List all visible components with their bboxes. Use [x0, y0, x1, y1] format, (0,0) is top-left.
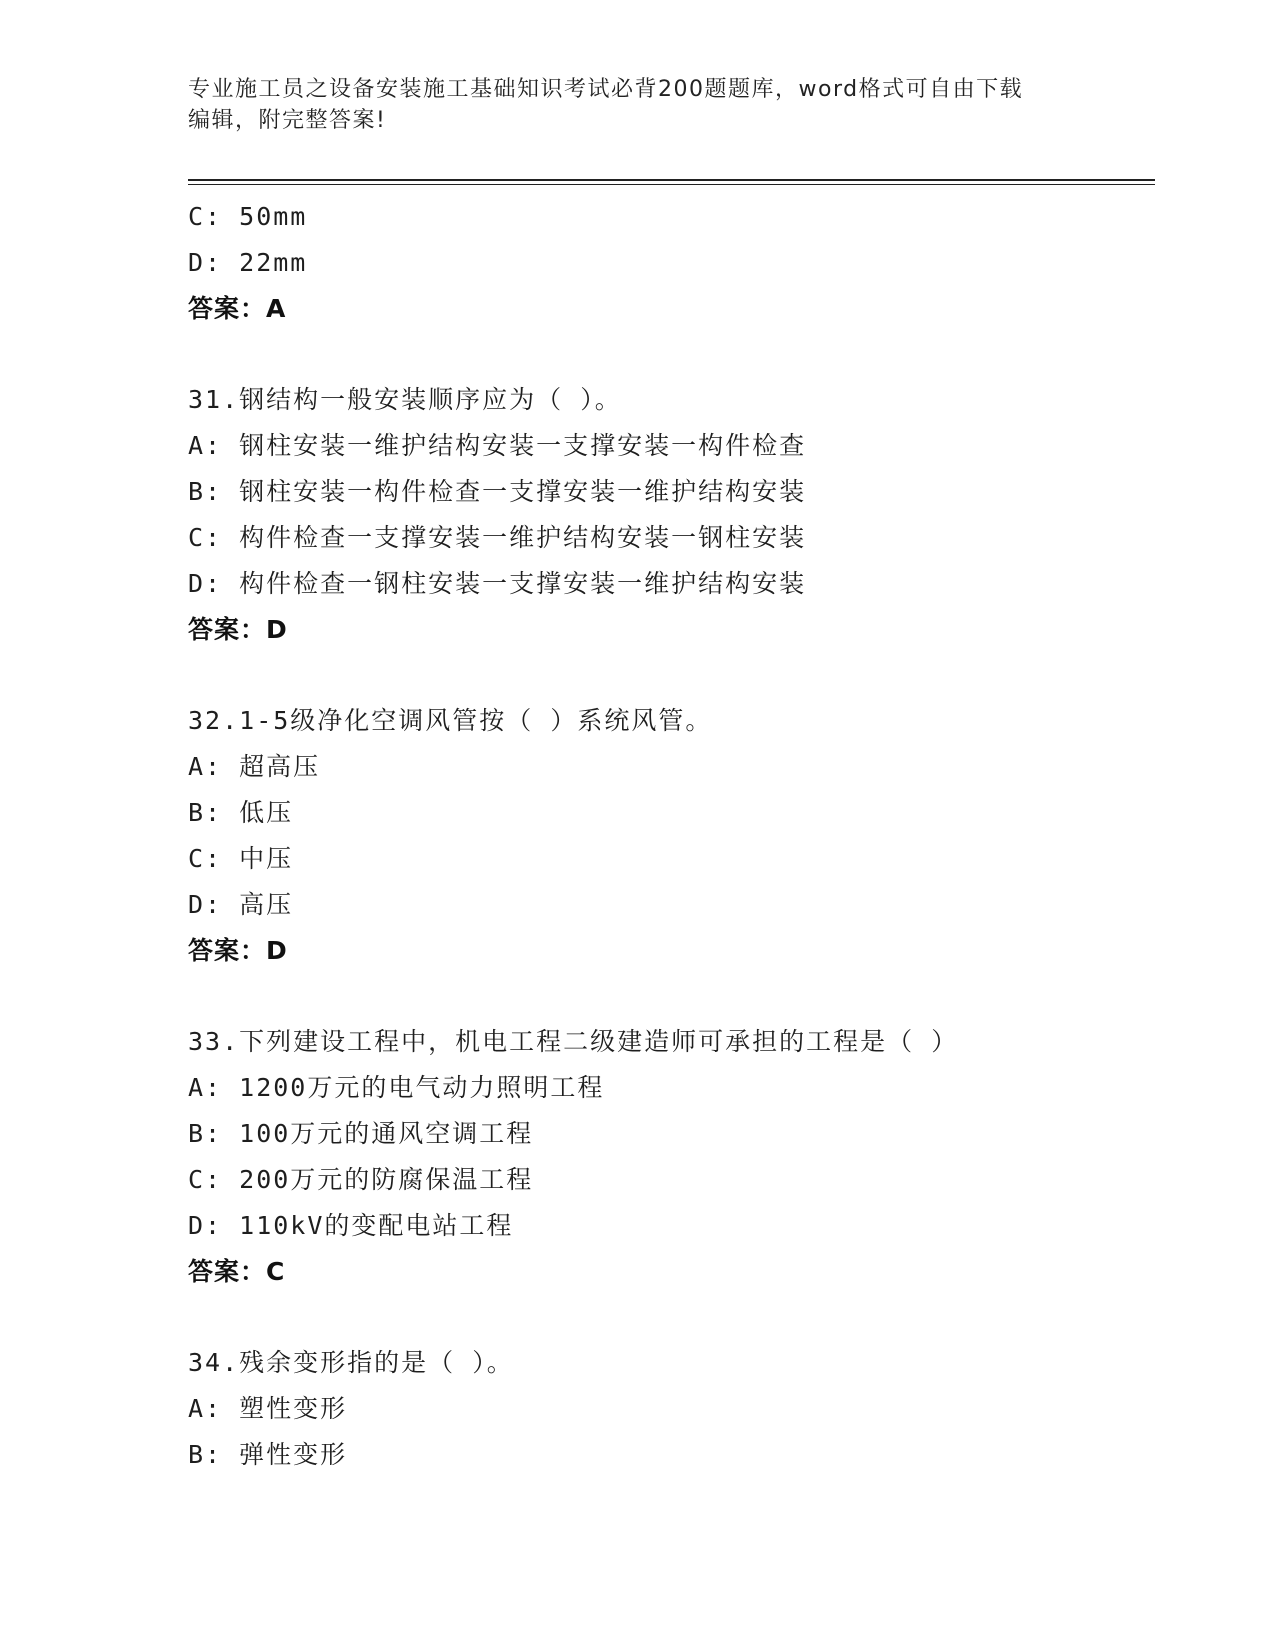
option-d: D: 110kV的变配电站工程 — [188, 1211, 514, 1240]
header-divider-thin — [188, 184, 1155, 185]
answer-line: 答案：C — [188, 1257, 286, 1286]
header-line-2: 编辑，附完整答案! — [188, 108, 387, 133]
option-a: A: 1200万元的电气动力照明工程 — [188, 1073, 605, 1102]
option-c: C: 构件检查一支撑安装一维护结构安装一钢柱安装 — [188, 523, 807, 552]
option-a: A: 钢柱安装一维护结构安装一支撑安装一构件检查 — [188, 431, 807, 460]
header-divider-thick — [188, 179, 1155, 181]
option-d: D: 22mm — [188, 248, 308, 277]
question-stem: 34.残余变形指的是（ ）。 — [188, 1348, 514, 1377]
option-b: B: 弹性变形 — [188, 1440, 348, 1469]
question-stem: 33.下列建设工程中，机电工程二级建造师可承担的工程是（ ） — [188, 1027, 959, 1056]
answer-line: 答案：A — [188, 294, 287, 323]
question-stem: 31.钢结构一般安装顺序应为（ ）。 — [188, 385, 622, 414]
spacer — [188, 974, 1168, 1019]
option-c: C: 50mm — [188, 202, 308, 231]
option-c: C: 200万元的防腐保温工程 — [188, 1165, 534, 1194]
question-stem: 32.1-5级净化空调风管按（ ）系统风管。 — [188, 706, 713, 735]
question-32 — [188, 698, 1168, 974]
spacer — [188, 332, 1168, 377]
spacer — [188, 1295, 1168, 1340]
option-c: C: 中压 — [188, 844, 294, 873]
option-b: B: 钢柱安装一构件检查一支撑安装一维护结构安装 — [188, 477, 807, 506]
question-31 — [188, 377, 1168, 653]
spacer — [188, 653, 1168, 698]
question-33 — [188, 1019, 1168, 1295]
option-a: A: 超高压 — [188, 752, 321, 781]
answer-line: 答案：D — [188, 615, 288, 644]
option-a: A: 塑性变形 — [188, 1394, 348, 1423]
document-header — [188, 74, 1088, 136]
option-b: B: 低压 — [188, 798, 294, 827]
header-line-1: 专业施工员之设备安装施工基础知识考试必背200题题库，word格式可自由下载 — [188, 77, 1024, 102]
option-b: B: 100万元的通风空调工程 — [188, 1119, 534, 1148]
option-d: D: 高压 — [188, 890, 294, 919]
document-body — [188, 194, 1168, 1478]
question-30-tail — [188, 194, 1168, 332]
question-34 — [188, 1340, 1168, 1478]
answer-line: 答案：D — [188, 936, 288, 965]
option-d: D: 构件检查一钢柱安装一支撑安装一维护结构安装 — [188, 569, 807, 598]
